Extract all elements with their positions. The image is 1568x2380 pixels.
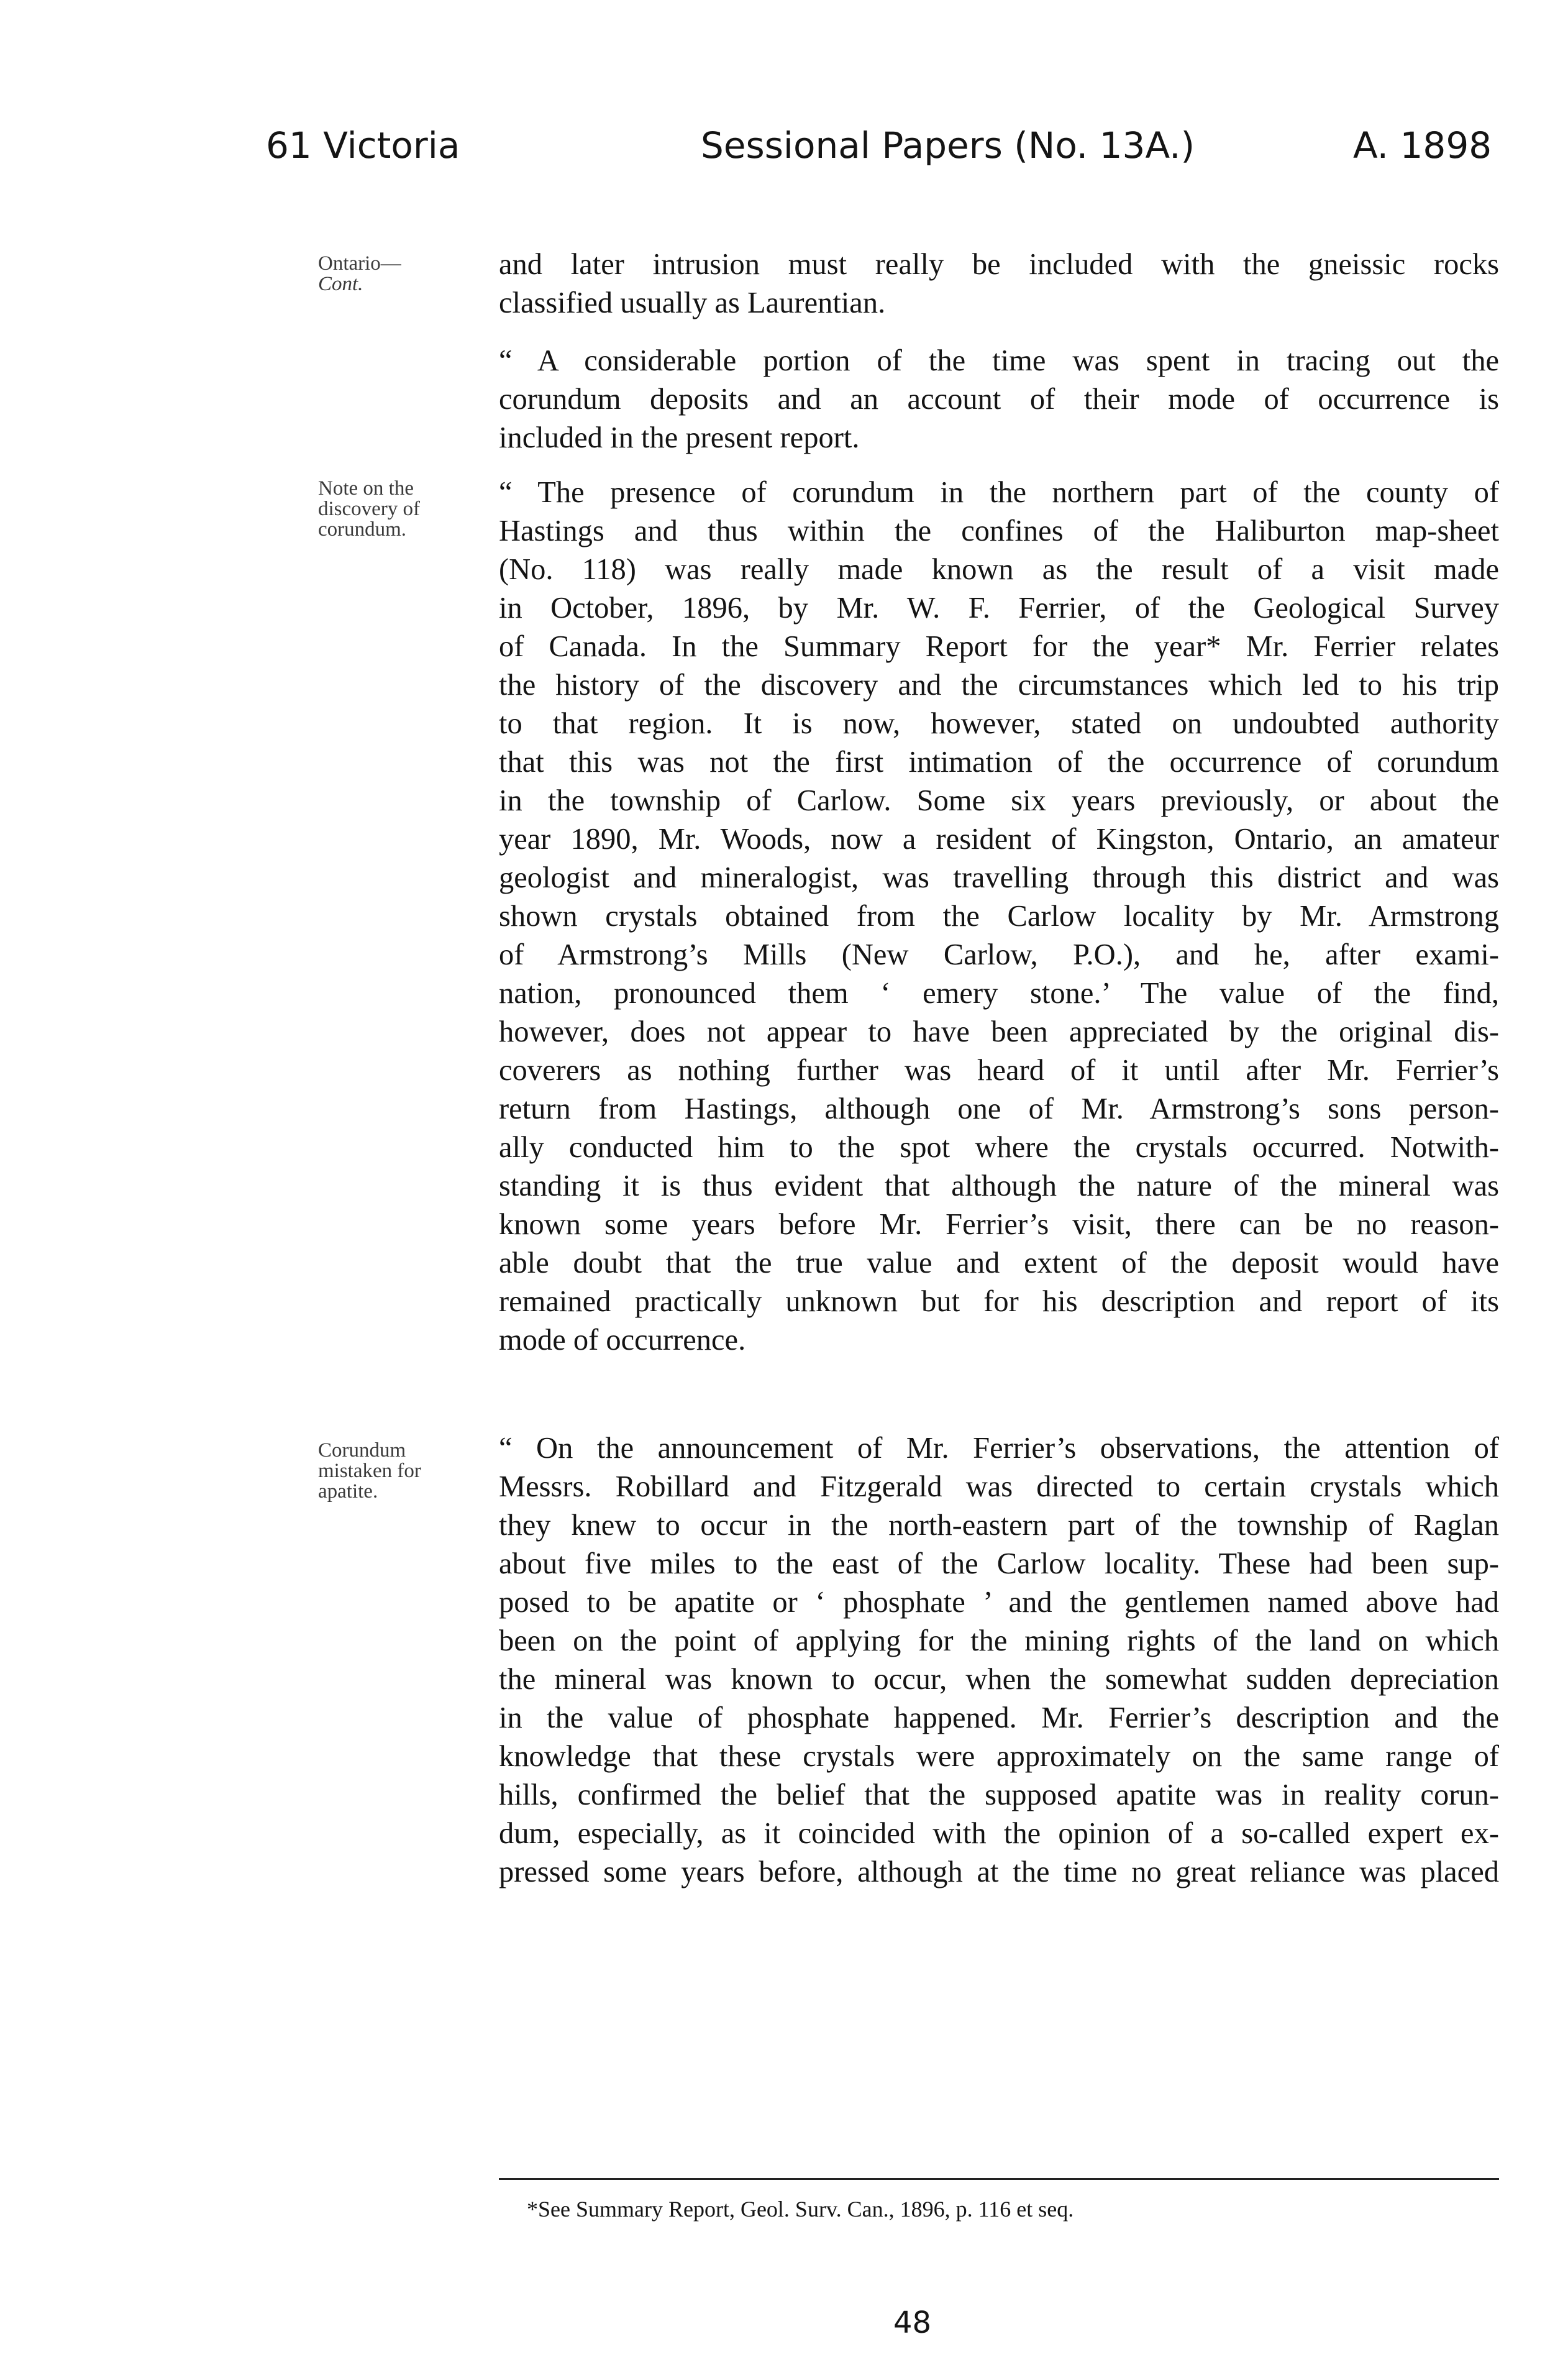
text-line: nation, pronounced them ‘ emery stone.’ The value of the find, xyxy=(499,977,1499,1010)
text-line: of Canada. In the Summary Report for the year* Mr. Ferrier relates xyxy=(499,630,1499,663)
text-line: known some years before Mr. Ferrier’s visit, there can be no reason- xyxy=(499,1208,1499,1241)
paragraph-1 xyxy=(499,245,1499,323)
text-line: dum, especially, as it coincided with the opinion of a so-called expert ex- xyxy=(499,1817,1499,1850)
text-line: they knew to occur in the north-eastern part of the township of Raglan xyxy=(499,1509,1499,1542)
text-line: “ On the announcement of Mr. Ferrier’s observations, the attention of xyxy=(499,1432,1499,1465)
text-line: the mineral was known to occur, when the somewhat sudden depreciation xyxy=(499,1663,1499,1696)
margin-note-line: Ontario— xyxy=(318,252,401,275)
text-line: corundum deposits and an account of their mode of occurrence is xyxy=(499,383,1499,416)
text-line: (No. 118) was really made known as the result of a visit made xyxy=(499,553,1499,586)
text-line: coverers as nothing further was heard of it until after Mr. Ferrier’s xyxy=(499,1054,1499,1087)
text-line: however, does not appear to have been appreciated by the original dis- xyxy=(499,1015,1499,1048)
text-line: standing it is thus evident that although the nature of the mineral was xyxy=(499,1169,1499,1202)
text-line: year 1890, Mr. Woods, now a resident of Kingston, Ontario, an amateur xyxy=(499,823,1499,856)
text-line: classified usually as Laurentian. xyxy=(499,286,886,319)
text-line: Hastings and thus within the confines of the Haliburton map-sheet xyxy=(499,515,1499,547)
footnote: *See Summary Report, Geol. Surv. Can., 1896, p. 116 et seq. xyxy=(527,2197,1074,2222)
margin-note-discovery xyxy=(318,478,467,540)
margin-note-line: Cont. xyxy=(318,273,363,295)
text-line: posed to be apatite or ‘ phosphate ’ and the gentlemen named above had xyxy=(499,1586,1499,1619)
text-line: included in the present report. xyxy=(499,421,860,454)
text-line: about five miles to the east of the Carlow locality. These had been sup- xyxy=(499,1547,1499,1580)
margin-note-line: mistaken for xyxy=(318,1460,421,1482)
header-title: Sessional Papers (No. 13A.) xyxy=(701,124,1195,167)
margin-note-ontario xyxy=(318,254,467,295)
margin-note-line: discovery of xyxy=(318,498,421,520)
text-line: been on the point of applying for the mining rights of the land on which xyxy=(499,1624,1499,1657)
text-line: of Armstrong’s Mills (New Carlow, P.O.), and he, after exami- xyxy=(499,938,1499,971)
margin-note-line: Note on the xyxy=(318,477,414,500)
text-line: in the township of Carlow. Some six years previously, or about the xyxy=(499,784,1499,817)
paragraph-3 xyxy=(499,474,1499,1360)
text-line: and later intrusion must really be included with the gneissic rocks xyxy=(499,248,1499,281)
paragraph-2 xyxy=(499,342,1499,457)
text-line: in the value of phosphate happened. Mr. Ferrier’s description and the xyxy=(499,1701,1499,1734)
text-line: in October, 1896, by Mr. W. F. Ferrier, of the Geological Survey xyxy=(499,592,1499,625)
text-line: hills, confirmed the belief that the supposed apatite was in reality corun- xyxy=(499,1778,1499,1811)
paragraph-4 xyxy=(499,1429,1499,1892)
text-line: return from Hastings, although one of Mr. Armstrong’s sons person- xyxy=(499,1092,1499,1125)
text-line: shown crystals obtained from the Carlow locality by Mr. Armstrong xyxy=(499,900,1499,933)
text-line: “ A considerable portion of the time was spent in tracing out the xyxy=(499,344,1499,377)
text-line: able doubt that the true value and extent of the deposit would have xyxy=(499,1247,1499,1279)
text-line: to that region. It is now, however, stated on undoubted authority xyxy=(499,707,1499,740)
text-line: “ The presence of corundum in the northern part of the county of xyxy=(499,476,1499,509)
text-line: knowledge that these crystals were approximately on the same range of xyxy=(499,1740,1499,1773)
text-line: that this was not the first intimation of the occurrence of corundum xyxy=(499,746,1499,779)
text-line: mode of occurrence. xyxy=(499,1324,746,1357)
text-line: the history of the discovery and the circumstances which led to his trip xyxy=(499,669,1499,702)
running-header xyxy=(0,124,1568,186)
text-line: ally conducted him to the spot where the crystals occurred. Notwith- xyxy=(499,1131,1499,1164)
text-line: pressed some years before, although at the time no great reliance was placed xyxy=(499,1856,1499,1888)
text-line: Messrs. Robillard and Fitzgerald was directed to certain crystals which xyxy=(499,1470,1499,1503)
footnote-rule xyxy=(499,2178,1499,2180)
page-number: 48 xyxy=(893,2305,932,2340)
margin-note-line: apatite. xyxy=(318,1480,378,1503)
text-line: geologist and mineralogist, was travelling through this district and was xyxy=(499,861,1499,894)
header-year: A. 1898 xyxy=(1353,124,1492,167)
text-line: remained practically unknown but for his description and report of its xyxy=(499,1285,1499,1318)
margin-note-line: Corundum xyxy=(318,1439,406,1462)
header-volume: 61 Victoria xyxy=(266,124,460,167)
margin-note-line: corundum. xyxy=(318,518,407,541)
margin-note-apatite xyxy=(318,1440,467,1502)
